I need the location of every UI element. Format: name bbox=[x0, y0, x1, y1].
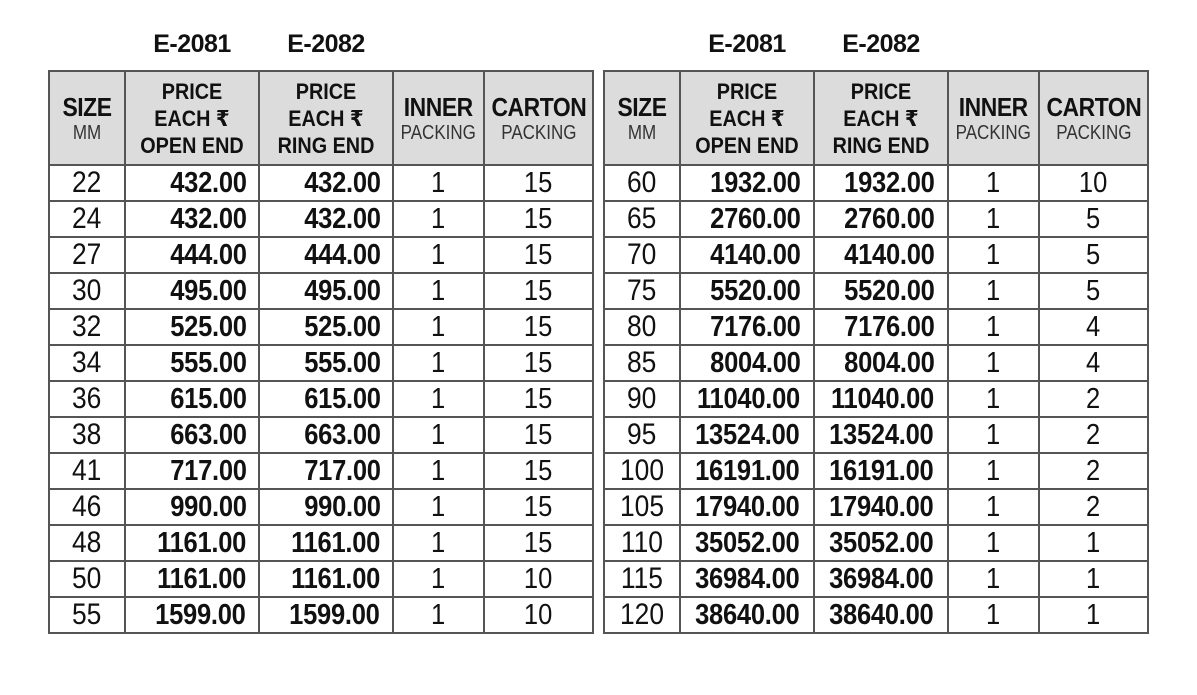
ring-end-price-cell: 717.00 bbox=[259, 453, 393, 489]
inner-packing-cell: 1 bbox=[393, 561, 484, 597]
carton-packing-cell: 5 bbox=[1039, 237, 1149, 273]
size-cell: 30 bbox=[49, 273, 125, 309]
inner-packing-cell: 1 bbox=[393, 489, 484, 525]
ring-end-price-cell: 36984.00 bbox=[814, 561, 948, 597]
open-end-price-cell: 663.00 bbox=[125, 417, 259, 453]
table-row bbox=[604, 597, 1148, 633]
open-end-price-cell: 990.00 bbox=[125, 489, 259, 525]
open-end-price-cell: 495.00 bbox=[125, 273, 259, 309]
size-cell: 100 bbox=[604, 453, 680, 489]
carton-packing-cell: 10 bbox=[484, 561, 594, 597]
inner-packing-cell: 1 bbox=[948, 165, 1039, 201]
ring-end-price-cell: 38640.00 bbox=[814, 597, 948, 633]
open-end-price-cell: 5520.00 bbox=[680, 273, 814, 309]
open-end-price-cell: 615.00 bbox=[125, 381, 259, 417]
open-end-price-header: PRICE EACH ₹ OPEN END bbox=[125, 71, 259, 165]
carton-packing-cell: 15 bbox=[484, 381, 594, 417]
ring-end-price-cell: 4140.00 bbox=[814, 237, 948, 273]
inner-packing-cell: 1 bbox=[948, 453, 1039, 489]
ring-end-price-cell: 495.00 bbox=[259, 273, 393, 309]
carton-packing-cell: 10 bbox=[484, 597, 594, 633]
inner-packing-cell: 1 bbox=[393, 237, 484, 273]
carton-packing-cell: 15 bbox=[484, 309, 594, 345]
size-cell: 85 bbox=[604, 345, 680, 381]
size-cell: 70 bbox=[604, 237, 680, 273]
ring-end-price-cell: 2760.00 bbox=[814, 201, 948, 237]
ring-end-price-cell: 444.00 bbox=[259, 237, 393, 273]
table-row bbox=[604, 489, 1148, 525]
table-row bbox=[49, 453, 593, 489]
size-cell: 48 bbox=[49, 525, 125, 561]
open-end-price-cell: 13524.00 bbox=[680, 417, 814, 453]
open-end-price-cell: 17940.00 bbox=[680, 489, 814, 525]
inner-packing-cell: 1 bbox=[948, 417, 1039, 453]
table-row bbox=[49, 525, 593, 561]
table-row bbox=[49, 489, 593, 525]
ring-end-price-cell: 13524.00 bbox=[814, 417, 948, 453]
carton-packing-header: CARTON PACKING bbox=[484, 71, 594, 165]
carton-packing-header: CARTON PACKING bbox=[1039, 71, 1149, 165]
table-row bbox=[49, 237, 593, 273]
ring-end-price-cell: 990.00 bbox=[259, 489, 393, 525]
carton-packing-cell: 4 bbox=[1039, 345, 1149, 381]
size-cell: 38 bbox=[49, 417, 125, 453]
table-row bbox=[604, 453, 1148, 489]
inner-packing-cell: 1 bbox=[948, 237, 1039, 273]
left-price-table bbox=[48, 70, 594, 634]
carton-packing-cell: 1 bbox=[1039, 597, 1149, 633]
carton-packing-cell: 15 bbox=[484, 273, 594, 309]
open-end-price-cell: 1161.00 bbox=[125, 561, 259, 597]
open-end-price-cell: 38640.00 bbox=[680, 597, 814, 633]
carton-packing-cell: 2 bbox=[1039, 381, 1149, 417]
table-row bbox=[49, 381, 593, 417]
size-cell: 34 bbox=[49, 345, 125, 381]
open-end-price-header: PRICE EACH ₹ OPEN END bbox=[680, 71, 814, 165]
size-cell: 55 bbox=[49, 597, 125, 633]
ring-end-price-cell: 525.00 bbox=[259, 309, 393, 345]
right-price-table bbox=[603, 70, 1149, 634]
open-end-price-cell: 2760.00 bbox=[680, 201, 814, 237]
table-row bbox=[49, 201, 593, 237]
size-cell: 36 bbox=[49, 381, 125, 417]
size-cell: 24 bbox=[49, 201, 125, 237]
carton-packing-cell: 15 bbox=[484, 489, 594, 525]
size-cell: 32 bbox=[49, 309, 125, 345]
table-row bbox=[49, 561, 593, 597]
left-model-e2082: E-2082 bbox=[287, 30, 365, 58]
open-end-price-cell: 717.00 bbox=[125, 453, 259, 489]
inner-packing-cell: 1 bbox=[393, 309, 484, 345]
table-row bbox=[49, 309, 593, 345]
table-row bbox=[604, 525, 1148, 561]
carton-packing-cell: 4 bbox=[1039, 309, 1149, 345]
inner-packing-cell: 1 bbox=[393, 417, 484, 453]
size-cell: 75 bbox=[604, 273, 680, 309]
left-model-e2081: E-2081 bbox=[153, 30, 231, 58]
ring-end-price-cell: 1599.00 bbox=[259, 597, 393, 633]
inner-packing-cell: 1 bbox=[393, 345, 484, 381]
size-cell: 27 bbox=[49, 237, 125, 273]
carton-packing-cell: 15 bbox=[484, 165, 594, 201]
table-row bbox=[604, 237, 1148, 273]
size-header: SIZE MM bbox=[49, 71, 125, 165]
ring-end-price-cell: 663.00 bbox=[259, 417, 393, 453]
inner-packing-header: INNER PACKING bbox=[393, 71, 484, 165]
size-cell: 105 bbox=[604, 489, 680, 525]
carton-packing-cell: 1 bbox=[1039, 561, 1149, 597]
ring-end-price-cell: 555.00 bbox=[259, 345, 393, 381]
table-row bbox=[49, 345, 593, 381]
carton-packing-cell: 5 bbox=[1039, 273, 1149, 309]
ring-end-price-cell: 5520.00 bbox=[814, 273, 948, 309]
table-row bbox=[604, 417, 1148, 453]
carton-packing-cell: 15 bbox=[484, 453, 594, 489]
table-row bbox=[49, 273, 593, 309]
table-row bbox=[49, 597, 593, 633]
open-end-price-cell: 16191.00 bbox=[680, 453, 814, 489]
size-cell: 50 bbox=[49, 561, 125, 597]
inner-packing-cell: 1 bbox=[393, 597, 484, 633]
ring-end-price-cell: 1161.00 bbox=[259, 525, 393, 561]
table-row bbox=[49, 417, 593, 453]
right-price-block bbox=[603, 0, 1149, 634]
ring-end-price-cell: 35052.00 bbox=[814, 525, 948, 561]
size-cell: 110 bbox=[604, 525, 680, 561]
size-cell: 22 bbox=[49, 165, 125, 201]
ring-end-price-cell: 432.00 bbox=[259, 165, 393, 201]
carton-packing-cell: 2 bbox=[1039, 417, 1149, 453]
inner-packing-header: INNER PACKING bbox=[948, 71, 1039, 165]
carton-packing-cell: 10 bbox=[1039, 165, 1149, 201]
inner-packing-cell: 1 bbox=[393, 453, 484, 489]
left-price-block bbox=[48, 0, 594, 634]
size-header: SIZE MM bbox=[604, 71, 680, 165]
open-end-price-cell: 432.00 bbox=[125, 201, 259, 237]
right-table-body bbox=[604, 165, 1148, 633]
ring-end-price-header: PRICE EACH ₹ RING END bbox=[814, 71, 948, 165]
size-cell: 46 bbox=[49, 489, 125, 525]
size-cell: 80 bbox=[604, 309, 680, 345]
open-end-price-cell: 1932.00 bbox=[680, 165, 814, 201]
open-end-price-cell: 35052.00 bbox=[680, 525, 814, 561]
table-row bbox=[604, 309, 1148, 345]
ring-end-price-cell: 16191.00 bbox=[814, 453, 948, 489]
left-header-row bbox=[49, 71, 593, 165]
open-end-price-cell: 1161.00 bbox=[125, 525, 259, 561]
inner-packing-cell: 1 bbox=[948, 525, 1039, 561]
carton-packing-cell: 15 bbox=[484, 417, 594, 453]
inner-packing-cell: 1 bbox=[948, 309, 1039, 345]
inner-packing-cell: 1 bbox=[393, 165, 484, 201]
right-model-e2082: E-2082 bbox=[842, 30, 920, 58]
open-end-price-cell: 36984.00 bbox=[680, 561, 814, 597]
inner-packing-cell: 1 bbox=[393, 273, 484, 309]
table-row bbox=[604, 273, 1148, 309]
ring-end-price-cell: 1161.00 bbox=[259, 561, 393, 597]
open-end-price-cell: 432.00 bbox=[125, 165, 259, 201]
ring-end-price-cell: 11040.00 bbox=[814, 381, 948, 417]
carton-packing-cell: 2 bbox=[1039, 489, 1149, 525]
size-cell: 65 bbox=[604, 201, 680, 237]
carton-packing-cell: 15 bbox=[484, 237, 594, 273]
table-row bbox=[604, 381, 1148, 417]
right-model-e2081: E-2081 bbox=[708, 30, 786, 58]
left-table-body bbox=[49, 165, 593, 633]
table-row bbox=[604, 165, 1148, 201]
carton-packing-cell: 15 bbox=[484, 345, 594, 381]
inner-packing-cell: 1 bbox=[393, 525, 484, 561]
right-header-row bbox=[604, 71, 1148, 165]
table-row bbox=[604, 201, 1148, 237]
left-model-headers bbox=[48, 0, 594, 70]
size-cell: 120 bbox=[604, 597, 680, 633]
carton-packing-cell: 15 bbox=[484, 525, 594, 561]
inner-packing-cell: 1 bbox=[948, 597, 1039, 633]
table-row bbox=[604, 561, 1148, 597]
carton-packing-cell: 15 bbox=[484, 201, 594, 237]
inner-packing-cell: 1 bbox=[948, 561, 1039, 597]
open-end-price-cell: 4140.00 bbox=[680, 237, 814, 273]
carton-packing-cell: 5 bbox=[1039, 201, 1149, 237]
table-row bbox=[604, 345, 1148, 381]
open-end-price-cell: 555.00 bbox=[125, 345, 259, 381]
inner-packing-cell: 1 bbox=[948, 201, 1039, 237]
inner-packing-cell: 1 bbox=[393, 381, 484, 417]
inner-packing-cell: 1 bbox=[948, 273, 1039, 309]
open-end-price-cell: 444.00 bbox=[125, 237, 259, 273]
carton-packing-cell: 2 bbox=[1039, 453, 1149, 489]
carton-packing-cell: 1 bbox=[1039, 525, 1149, 561]
size-cell: 41 bbox=[49, 453, 125, 489]
open-end-price-cell: 8004.00 bbox=[680, 345, 814, 381]
open-end-price-cell: 525.00 bbox=[125, 309, 259, 345]
table-row bbox=[49, 165, 593, 201]
ring-end-price-header: PRICE EACH ₹ RING END bbox=[259, 71, 393, 165]
ring-end-price-cell: 615.00 bbox=[259, 381, 393, 417]
size-cell: 90 bbox=[604, 381, 680, 417]
open-end-price-cell: 1599.00 bbox=[125, 597, 259, 633]
ring-end-price-cell: 7176.00 bbox=[814, 309, 948, 345]
open-end-price-cell: 11040.00 bbox=[680, 381, 814, 417]
ring-end-price-cell: 17940.00 bbox=[814, 489, 948, 525]
inner-packing-cell: 1 bbox=[948, 489, 1039, 525]
ring-end-price-cell: 8004.00 bbox=[814, 345, 948, 381]
right-model-headers bbox=[603, 0, 1149, 70]
inner-packing-cell: 1 bbox=[948, 381, 1039, 417]
ring-end-price-cell: 432.00 bbox=[259, 201, 393, 237]
size-cell: 115 bbox=[604, 561, 680, 597]
ring-end-price-cell: 1932.00 bbox=[814, 165, 948, 201]
open-end-price-cell: 7176.00 bbox=[680, 309, 814, 345]
size-cell: 95 bbox=[604, 417, 680, 453]
inner-packing-cell: 1 bbox=[948, 345, 1039, 381]
size-cell: 60 bbox=[604, 165, 680, 201]
inner-packing-cell: 1 bbox=[393, 201, 484, 237]
